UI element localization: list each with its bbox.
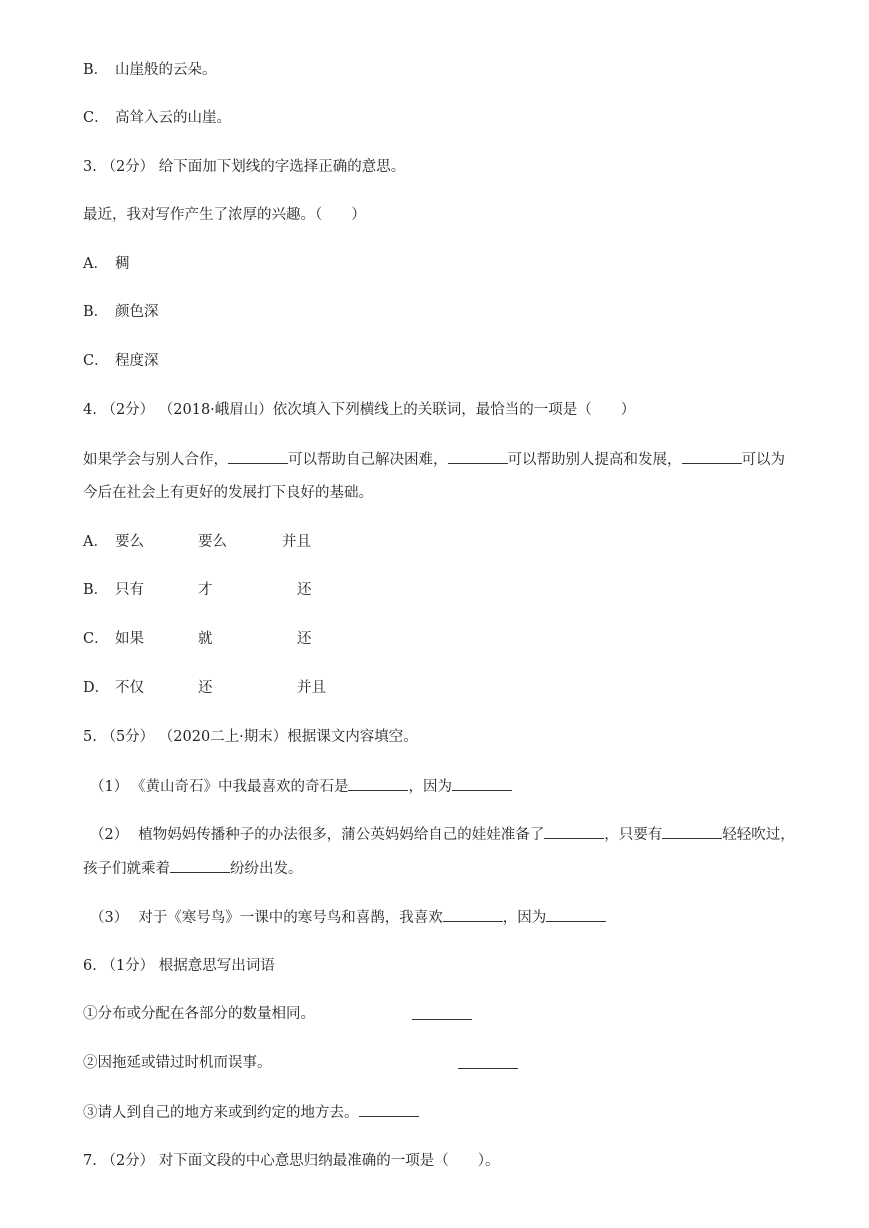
option-text: 颜色深 xyxy=(115,304,159,320)
answer-blank[interactable] xyxy=(546,907,606,922)
option-letter: C． xyxy=(83,631,109,647)
sub-number: （1） xyxy=(90,779,129,795)
option-letter: B． xyxy=(83,62,109,78)
q4-option-c xyxy=(83,629,483,649)
q3-header: 3. （2分） 给下面加下划线的字选择正确的意思。 xyxy=(83,159,406,175)
q6-item-1: ①分布或分配在各部分的数量相同。 xyxy=(83,1006,315,1022)
passage-text: 可以帮助自己解决困难， xyxy=(288,452,448,468)
option-word: 才 xyxy=(198,582,213,598)
sub-text: ，因为 xyxy=(502,910,547,926)
option-letter: A． xyxy=(83,534,108,550)
q3-option-a xyxy=(83,254,130,274)
sub-number: （2） xyxy=(90,827,129,843)
option-word: 并且 xyxy=(297,680,326,696)
option-word: 只有 xyxy=(115,582,144,598)
q5-sub3 xyxy=(90,907,606,928)
answer-blank[interactable] xyxy=(458,1054,518,1069)
answer-blank[interactable] xyxy=(228,449,288,464)
option-text: 高耸入云的山崖。 xyxy=(115,110,231,126)
passage-text: 如果学会与别人合作， xyxy=(83,452,228,468)
q2-option-b xyxy=(83,60,217,80)
answer-blank[interactable] xyxy=(170,858,230,873)
answer-blank[interactable] xyxy=(452,776,512,791)
option-letter: B． xyxy=(83,304,109,320)
sub-text: 轻轻吹过， xyxy=(722,827,795,843)
answer-blank[interactable] xyxy=(662,824,722,839)
option-letter: C． xyxy=(83,110,109,126)
option-word: 就 xyxy=(198,631,213,647)
option-letter: C． xyxy=(83,353,109,369)
option-word: 还 xyxy=(297,631,312,647)
option-word: 还 xyxy=(198,680,213,696)
q6-item-2: ②因拖延或错过时机而误事。 xyxy=(83,1055,272,1071)
option-text: 稠 xyxy=(115,256,130,272)
q3-sentence: 最近，我对写作产生了浓厚的兴趣。（ ） xyxy=(83,207,366,223)
option-word: 还 xyxy=(297,582,312,598)
option-letter: A． xyxy=(83,256,108,272)
option-word: 要么 xyxy=(198,534,227,550)
q4-option-d xyxy=(83,678,483,698)
answer-blank[interactable] xyxy=(448,449,508,464)
q4-header: 4. （2分） （2018·峨眉山）依次填入下列横线上的关联词，最恰当的一项是（ ） xyxy=(83,402,636,418)
q5-header: 5. （5分） （2020二上·期末）根据课文内容填空。 xyxy=(83,729,418,745)
answer-blank[interactable] xyxy=(544,824,604,839)
q7-header: 7. （2分） 对下面文段的中心意思归纳最准确的一项是（ ）。 xyxy=(83,1153,500,1169)
sub-text: 对于《寒号鸟》一课中的寒号鸟和喜鹊，我喜欢 xyxy=(138,910,443,926)
passage-text: 可以帮助别人提高和发展， xyxy=(507,452,682,468)
sub-text: 《黄山奇石》中我最喜欢的奇石是 xyxy=(138,779,349,795)
q4-option-b xyxy=(83,580,483,600)
answer-blank[interactable] xyxy=(682,449,742,464)
q5-sub2-line2 xyxy=(83,858,303,879)
q5-sub1 xyxy=(90,776,512,797)
sub-text: 纷纷出发。 xyxy=(230,861,303,877)
option-text: 程度深 xyxy=(115,353,159,369)
item-text: ③请人到自己的地方来或到约定的地方去。 xyxy=(83,1105,359,1121)
q4-option-a xyxy=(83,532,483,552)
q4-passage-line1 xyxy=(83,449,785,470)
answer-blank[interactable] xyxy=(412,1005,472,1020)
q6-item-3 xyxy=(83,1102,419,1123)
sub-text: 孩子们就乘着 xyxy=(83,861,170,877)
q3-option-b xyxy=(83,302,159,322)
option-letter: D． xyxy=(83,680,110,696)
q4-passage-line2: 今后在社会上有更好的发展打下良好的基础。 xyxy=(83,485,373,501)
q5-sub2-line1 xyxy=(90,824,795,845)
option-word: 不仅 xyxy=(115,680,144,696)
sub-text: 植物妈妈传播种子的办法很多，蒲公英妈妈给自己的娃娃准备了 xyxy=(138,827,545,843)
sub-number: （3） xyxy=(90,910,129,926)
answer-blank[interactable] xyxy=(443,907,503,922)
passage-text: 可以为 xyxy=(741,452,785,468)
option-text: 山崖般的云朵。 xyxy=(115,62,217,78)
option-letter: B． xyxy=(83,582,109,598)
option-word: 要么 xyxy=(115,534,144,550)
answer-blank[interactable] xyxy=(348,776,408,791)
q2-option-c xyxy=(83,108,231,128)
sub-text: ，因为 xyxy=(408,779,452,795)
option-word: 并且 xyxy=(282,534,311,550)
option-word: 如果 xyxy=(115,631,144,647)
answer-blank[interactable] xyxy=(359,1102,419,1117)
q6-header: 6. （1分） 根据意思写出词语 xyxy=(83,958,275,974)
sub-text: ，只要有 xyxy=(604,827,663,843)
q3-option-c xyxy=(83,351,159,371)
